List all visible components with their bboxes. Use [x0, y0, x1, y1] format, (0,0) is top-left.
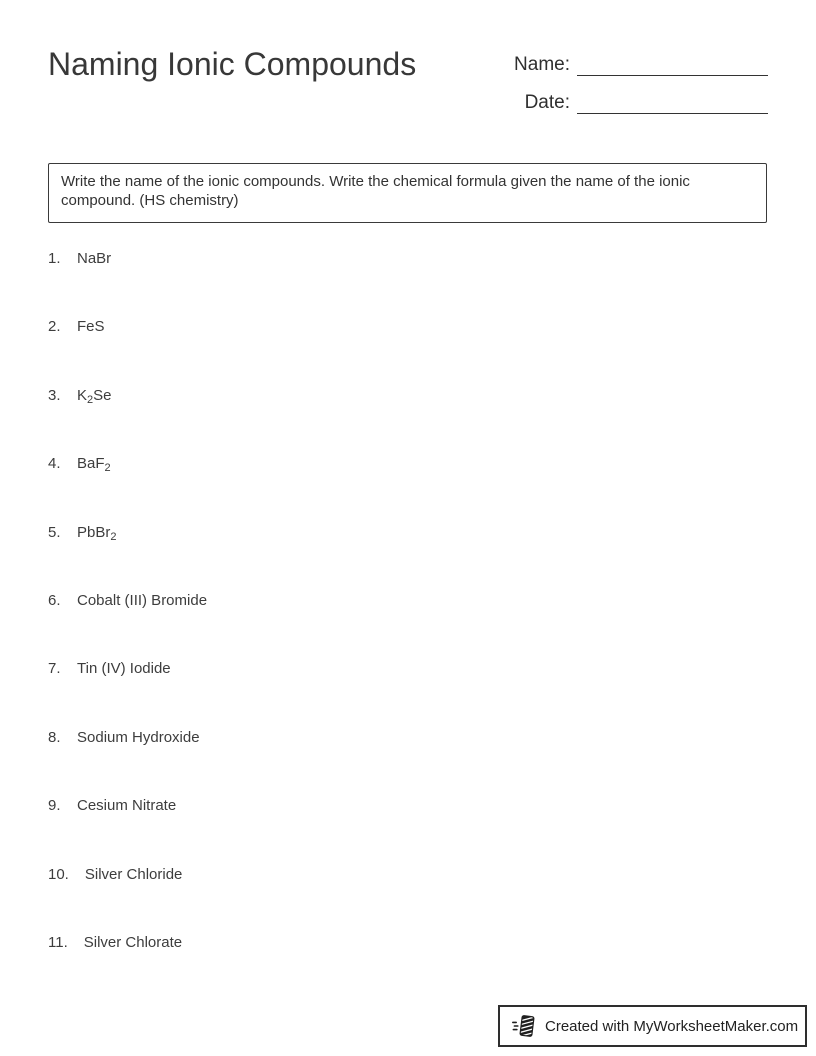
problem-text: Silver Chlorate [83, 933, 183, 951]
problem-text: NaBr [77, 250, 112, 267]
problem-number: 7. [48, 660, 61, 678]
list-item [48, 317, 207, 337]
name-field-row [510, 50, 768, 76]
date-input-line[interactable] [577, 91, 768, 114]
worksheet-maker-logo-icon [512, 1013, 536, 1039]
list-item [48, 659, 207, 679]
list-item [48, 249, 207, 269]
date-label: Date: [524, 92, 570, 113]
problem-number: 10. [48, 865, 69, 883]
problem-text: Cesium Nitrate [77, 797, 177, 815]
problem-text: PbBr$_2$ [77, 523, 117, 543]
problem-text: BaF$_2$ [77, 455, 111, 475]
problem-number: 1. [48, 250, 61, 267]
problem-number: 3. [48, 386, 61, 404]
problem-number: 4. [48, 455, 61, 473]
list-item [48, 796, 207, 816]
problem-number: 8. [48, 728, 61, 746]
footer-credit-text: Created with MyWorksheetMaker.com [545, 1017, 799, 1035]
problem-text: $K_2Se$ [77, 386, 112, 406]
problem-text: FeS [77, 318, 105, 336]
problem-list [48, 249, 207, 1001]
list-item [48, 865, 207, 885]
list-item [48, 386, 207, 406]
problem-text: Sodium Hydroxide [77, 728, 200, 746]
problem-number: 6. [48, 591, 61, 609]
problem-text: Tin (IV) Iodide [77, 660, 171, 678]
problem-number: 2. [48, 318, 61, 336]
problem-number: 9. [48, 797, 61, 815]
problem-number: 5. [48, 523, 61, 541]
name-label: Name: [514, 54, 570, 75]
page-title: Naming Ionic Compounds [48, 46, 417, 82]
problem-text: Silver Chloride [84, 865, 183, 883]
instructions-text: Write the name of the ionic compounds. Write the chemical formula given the name of the ionic compound. (HS chemistry) [61, 173, 690, 209]
problem-number: 11. [48, 933, 68, 951]
date-field-row [510, 88, 768, 114]
list-item [48, 591, 207, 611]
list-item [48, 523, 207, 543]
header [48, 44, 768, 114]
list-item [48, 454, 207, 474]
instructions-box [48, 163, 767, 223]
list-item [48, 933, 207, 953]
list-item [48, 728, 207, 748]
name-date-fields [510, 44, 768, 114]
footer-credit-box [498, 1005, 807, 1047]
problem-text: Cobalt (III) Bromide [77, 591, 208, 609]
name-input-line[interactable] [577, 53, 768, 76]
